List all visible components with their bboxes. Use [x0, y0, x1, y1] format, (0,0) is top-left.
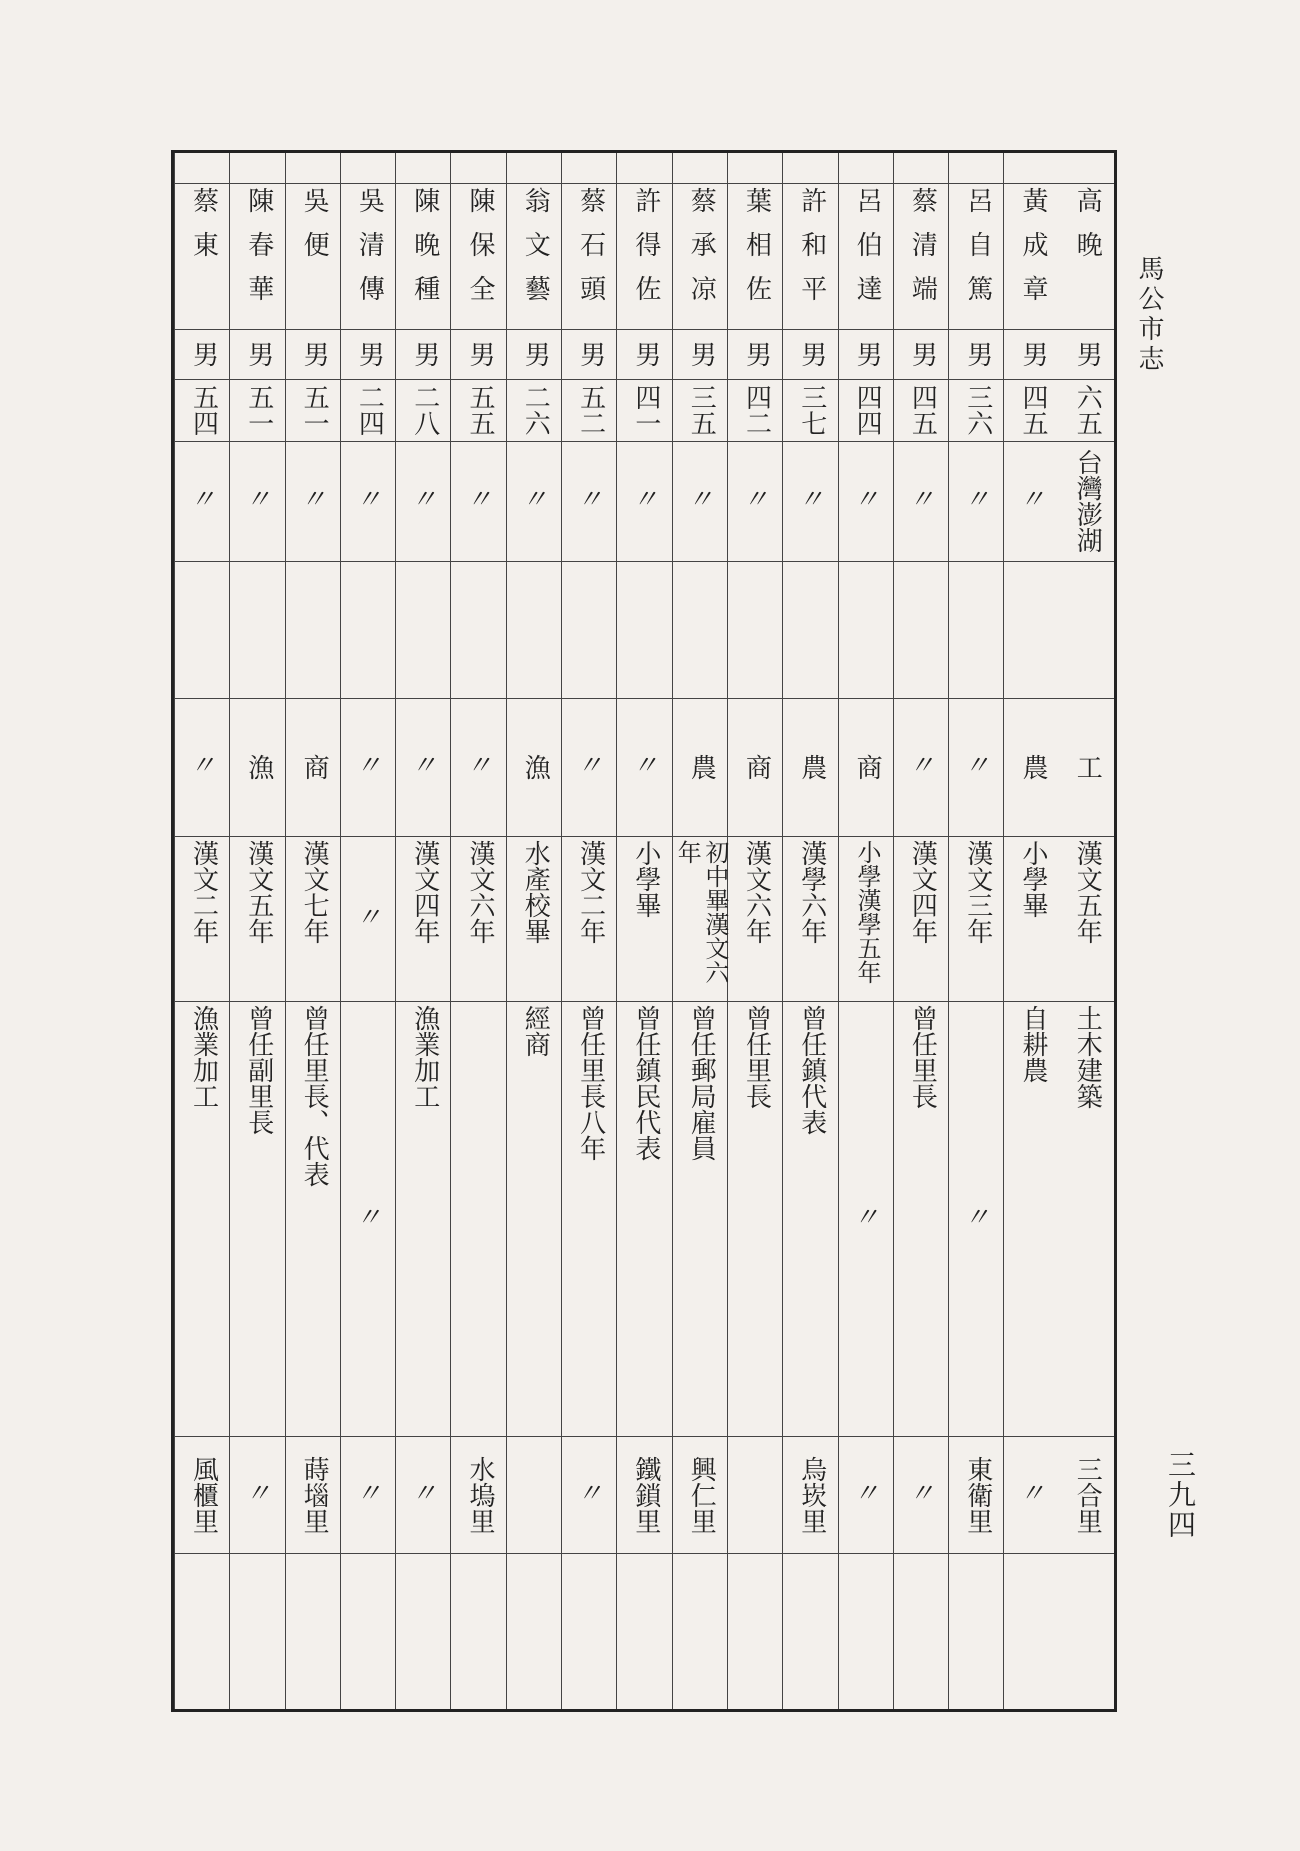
cell-career: 自耕農	[1017, 1005, 1048, 1083]
table-row	[506, 153, 562, 1709]
cell-sex: 男	[796, 341, 827, 367]
table-row	[616, 153, 672, 1709]
cell-sex: 男	[464, 341, 495, 367]
cell-name: 陳保全	[464, 187, 495, 319]
cell-trade: 〃	[355, 751, 382, 782]
cell-village: 〃	[355, 1478, 382, 1509]
cell-name: 呂自篤	[962, 187, 993, 319]
cell-sex: 男	[520, 341, 551, 367]
cell-trade: 〃	[410, 751, 437, 782]
cell-name: 蔡東	[188, 187, 219, 275]
cell-age: 二四	[354, 384, 385, 436]
table-row	[838, 153, 894, 1709]
cell-origin: 〃	[797, 485, 824, 516]
cell-trade: 農	[796, 754, 827, 780]
cell-village: 風櫃里	[188, 1455, 219, 1534]
cell-career: 曾任郵局雇員	[686, 1005, 717, 1161]
cell-education: 小學畢	[1017, 840, 1048, 918]
cell-name: 蔡清端	[907, 187, 938, 319]
cell-name: 陳春華	[243, 187, 274, 319]
cell-name: 許和平	[796, 187, 827, 319]
page-title: 馬公市志	[1134, 255, 1164, 375]
cell-career: 曾任里長	[907, 1005, 938, 1109]
cell-age: 五一	[243, 384, 274, 436]
cell-education: 漢文六年	[741, 840, 772, 944]
cell-education: 漢文四年	[907, 840, 938, 944]
cell-origin: 〃	[189, 485, 216, 516]
cell-village: 蒔堖里	[299, 1455, 330, 1534]
cell-sex: 男	[741, 341, 772, 367]
cell-origin: 〃	[963, 485, 990, 516]
cell-age: 五二	[575, 384, 606, 436]
cell-sex: 男	[1072, 341, 1103, 367]
cell-career	[451, 1005, 506, 1432]
cell-name: 陳晚種	[409, 187, 440, 319]
table-row	[561, 153, 617, 1709]
cell-trade: 農	[686, 754, 717, 780]
cell-career: 曾任鎮民代表	[630, 1005, 661, 1161]
cell-sex: 男	[686, 341, 717, 367]
cell-village	[507, 1440, 562, 1549]
cell-origin: 〃	[742, 485, 769, 516]
cell-sex: 男	[575, 341, 606, 367]
cell-name: 吳便	[299, 187, 330, 275]
cell-sex: 男	[409, 341, 440, 367]
cell-origin: 台灣澎湖	[1072, 449, 1103, 553]
cell-career: 〃	[963, 1202, 990, 1233]
cell-trade: 漁	[243, 754, 274, 780]
cell-origin: 〃	[521, 485, 548, 516]
cell-sex: 男	[962, 341, 993, 367]
cell-trade: 〃	[908, 751, 935, 782]
cell-village: 〃	[1019, 1478, 1046, 1509]
cell-name: 葉相佐	[741, 187, 772, 319]
cell-origin: 〃	[576, 485, 603, 516]
cell-age: 三五	[686, 384, 717, 436]
cell-education: 漢文二年	[188, 840, 219, 944]
empty-column	[174, 153, 230, 1709]
cell-sex: 男	[852, 341, 883, 367]
cell-origin: 〃	[853, 485, 880, 516]
cell-education: 漢文三年	[962, 840, 993, 944]
cell-village: 〃	[853, 1478, 880, 1509]
cell-career: 曾任里長	[741, 1005, 772, 1109]
cell-village: 〃	[410, 1478, 437, 1509]
cell-trade: 商	[852, 754, 883, 780]
cell-trade: 〃	[466, 751, 493, 782]
cell-origin: 〃	[300, 485, 327, 516]
cell-age: 五四	[188, 384, 219, 436]
table-row	[727, 153, 783, 1709]
cell-trade: 工	[1072, 754, 1103, 780]
page-number: 三九四	[1164, 1450, 1197, 1540]
cell-name: 吳清傳	[354, 187, 385, 319]
cell-education: 漢文五年	[1072, 840, 1103, 944]
cell-career: 漁業加工	[188, 1005, 219, 1109]
cell-age: 五一	[299, 384, 330, 436]
cell-education: 漢文四年	[409, 840, 440, 944]
cell-age: 二八	[409, 384, 440, 436]
cell-village: 〃	[244, 1478, 271, 1509]
table-row	[1003, 153, 1059, 1709]
table-row	[450, 153, 506, 1709]
cell-age: 五五	[464, 384, 495, 436]
cell-sex: 男	[243, 341, 274, 367]
cell-age: 六五	[1072, 384, 1103, 436]
cell-age: 四一	[630, 384, 661, 436]
cell-career: 曾任里長、代表	[299, 1005, 330, 1187]
cell-age: 三六	[962, 384, 993, 436]
table-row	[285, 153, 341, 1709]
cell-village: 烏崁里	[796, 1455, 827, 1534]
cell-origin: 〃	[631, 485, 658, 516]
cell-village: 東衛里	[962, 1455, 993, 1534]
cell-village: 〃	[576, 1478, 603, 1509]
cell-education: 漢文六年	[464, 840, 495, 944]
cell-origin: 〃	[908, 485, 935, 516]
cell-age: 四二	[741, 384, 772, 436]
table-row	[340, 153, 396, 1709]
cell-age: 四四	[852, 384, 883, 436]
cell-sex: 男	[299, 341, 330, 367]
cell-education: 小學畢	[630, 840, 661, 918]
cell-origin: 〃	[687, 485, 714, 516]
cell-trade: 商	[741, 754, 772, 780]
cell-age: 四五	[907, 384, 938, 436]
cell-career: 曾任里長八年	[575, 1005, 606, 1161]
cell-origin: 〃	[466, 485, 493, 516]
cell-education: 漢文二年	[575, 840, 606, 944]
cell-age: 二六	[520, 384, 551, 436]
cell-name: 蔡承凉	[686, 187, 717, 319]
cell-career: 〃	[853, 1202, 880, 1233]
cell-sex: 男	[1017, 341, 1048, 367]
cell-trade: 〃	[576, 751, 603, 782]
cell-career: 經商	[520, 1005, 551, 1057]
register-table	[171, 150, 1117, 1712]
cell-sex: 男	[354, 341, 385, 367]
cell-education: 〃	[355, 902, 382, 933]
cell-village	[728, 1440, 783, 1549]
table-row	[672, 153, 728, 1709]
cell-origin: 〃	[355, 485, 382, 516]
table-row	[782, 153, 838, 1709]
cell-name: 高晚	[1072, 187, 1103, 275]
cell-village: 〃	[908, 1478, 935, 1509]
cell-sex: 男	[907, 341, 938, 367]
cell-name: 許得佐	[630, 187, 661, 319]
cell-origin: 〃	[244, 485, 271, 516]
cell-trade: 〃	[189, 751, 216, 782]
table-row	[948, 153, 1004, 1709]
table-row	[893, 153, 949, 1709]
cell-education: 漢學六年	[796, 840, 827, 944]
cell-village: 鐵鎖里	[630, 1455, 661, 1534]
cell-trade: 漁	[520, 754, 551, 780]
cell-origin: 〃	[410, 485, 437, 516]
cell-name: 呂伯達	[852, 187, 883, 319]
cell-age: 三七	[796, 384, 827, 436]
cell-education: 漢文七年	[299, 840, 330, 944]
cell-village: 興仁里	[686, 1455, 717, 1534]
cell-career: 〃	[355, 1202, 382, 1233]
cell-education: 漢文五年	[243, 840, 274, 944]
cell-career: 土木建築	[1072, 1005, 1103, 1109]
cell-origin: 〃	[1019, 485, 1046, 516]
cell-name: 蔡石頭	[575, 187, 606, 319]
cell-career: 曾任副里長	[243, 1005, 274, 1135]
cell-age: 四五	[1017, 384, 1048, 436]
cell-education: 初中畢漢文六年	[673, 840, 729, 984]
cell-village: 三合里	[1072, 1455, 1103, 1534]
cell-career: 漁業加工	[409, 1005, 440, 1109]
cell-sex: 男	[188, 341, 219, 367]
table-row	[229, 153, 285, 1709]
cell-trade: 商	[299, 754, 330, 780]
cell-sex: 男	[630, 341, 661, 367]
cell-career: 曾任鎮代表	[796, 1005, 827, 1135]
cell-education: 水產校畢	[520, 840, 551, 944]
cell-trade: 〃	[963, 751, 990, 782]
cell-education: 小學漢學五年	[852, 840, 881, 984]
cell-name: 翁文藝	[520, 187, 551, 319]
table-row	[1059, 153, 1114, 1709]
cell-trade: 〃	[631, 751, 658, 782]
cell-name: 黃成章	[1017, 187, 1048, 319]
table-row	[395, 153, 451, 1709]
cell-village: 水塢里	[464, 1455, 495, 1534]
cell-trade: 農	[1017, 754, 1048, 780]
